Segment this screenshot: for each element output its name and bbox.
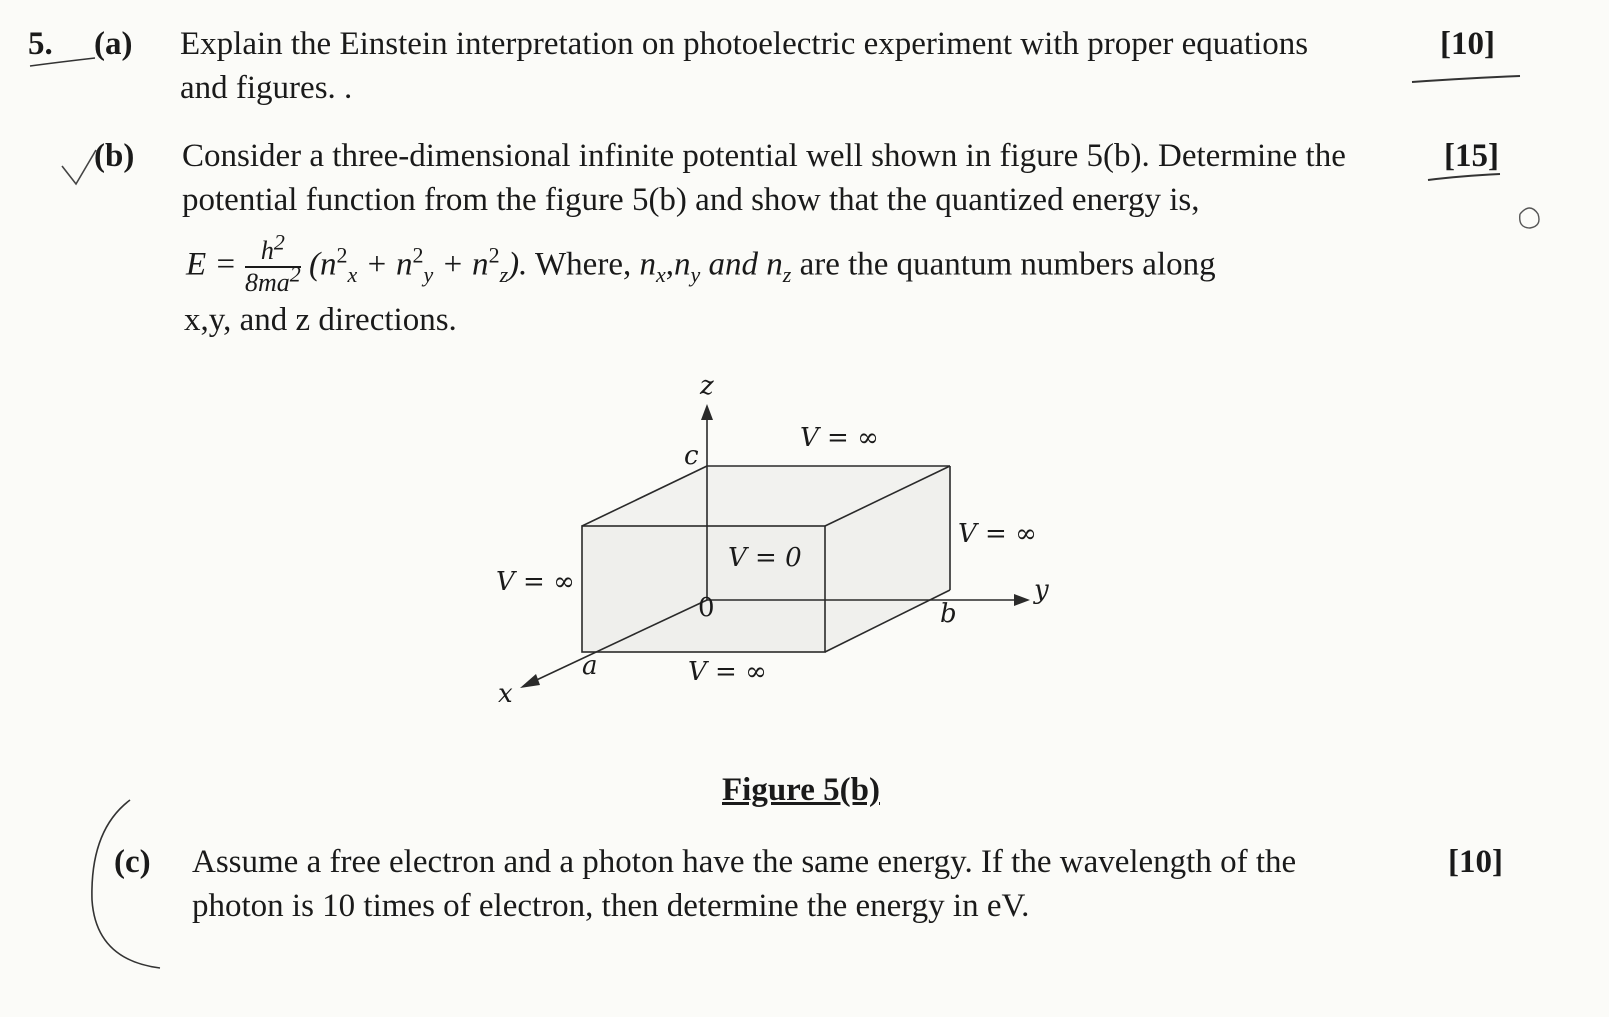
eq-nz-sub: z: [499, 262, 509, 288]
figure-caption: Figure 5(b): [722, 772, 880, 808]
a-label: a: [582, 651, 598, 681]
x-label: x: [498, 679, 513, 709]
eq-plus2: + n: [433, 246, 489, 283]
eq-lhs: E =: [186, 246, 237, 283]
eq-den-exp: 2: [289, 261, 301, 287]
where-and: and: [700, 246, 767, 283]
v-right-label: V = ∞: [958, 519, 1037, 549]
v-bottom-label: V = ∞: [688, 657, 767, 687]
part-c-marks: [10]: [1448, 844, 1503, 880]
part-b-marks: [15]: [1444, 138, 1499, 174]
eq-den-text: 8ma: [244, 268, 290, 297]
eq-ny-sub: y: [423, 262, 434, 288]
part-b-line2: potential function from the figure 5(b) and show that the quantized energy is,: [182, 182, 1200, 218]
where-tail: are the quantum numbers along: [791, 246, 1216, 283]
z-label: z: [700, 371, 714, 401]
bracket-mark-c: [92, 800, 160, 968]
y-label: y: [1034, 575, 1049, 605]
origin-label: 0: [698, 593, 715, 623]
eq-plus1: + n: [357, 246, 413, 283]
where-nx-sub: x: [655, 262, 666, 288]
eq-paren-close: ).: [508, 246, 528, 283]
part-b-line4: x,y, and z directions.: [184, 302, 457, 338]
where-text: Where,: [535, 246, 640, 283]
eq-nx-exp: 2: [336, 242, 348, 268]
check-mark-icon: [62, 150, 96, 184]
eq-nz-exp: 2: [488, 242, 500, 268]
v-inside-label: V = 0: [728, 543, 802, 573]
eq-num-text: h: [260, 236, 274, 265]
c-label: c: [684, 441, 699, 471]
underline-marks-a: [1412, 76, 1520, 82]
small-circle-mark: [1520, 208, 1539, 228]
eq-nx-sub: x: [347, 262, 358, 288]
part-a-label: (a): [94, 26, 133, 62]
eq-paren-open: (n: [308, 246, 337, 283]
where-nz: n: [766, 246, 783, 283]
v-left-label: V = ∞: [496, 567, 575, 597]
where-nz-sub: z: [782, 262, 792, 288]
question-number: 5.: [28, 26, 53, 62]
b-label: b: [940, 599, 957, 629]
part-b-label: (b): [94, 138, 135, 174]
underline-question-number: [30, 58, 95, 66]
eq-ny-exp: 2: [412, 242, 424, 268]
part-a-line2: and figures. .: [180, 70, 353, 106]
part-a-line1: Explain the Einstein interpretation on photoelectric experiment with proper equations: [180, 26, 1309, 62]
underline-marks-b: [1428, 174, 1500, 180]
where-nx: n: [639, 246, 656, 283]
part-c-line2: photon is 10 times of electron, then determine the energy in eV.: [192, 888, 1030, 924]
where-ny-sub: y: [690, 262, 701, 288]
part-c-label: (c): [114, 844, 151, 880]
part-a-marks: [10]: [1440, 26, 1495, 62]
where-comma: ,: [665, 246, 674, 283]
eq-num-exp: 2: [273, 229, 285, 255]
part-b-line1: Consider a three-dimensional infinite potential well shown in figure 5(b). Determine the: [182, 138, 1346, 174]
where-ny: n: [673, 246, 691, 283]
v-top-label: V = ∞: [800, 423, 879, 453]
part-c-line1: Assume a free electron and a photon have the same energy. If the wavelength of the: [192, 844, 1297, 880]
